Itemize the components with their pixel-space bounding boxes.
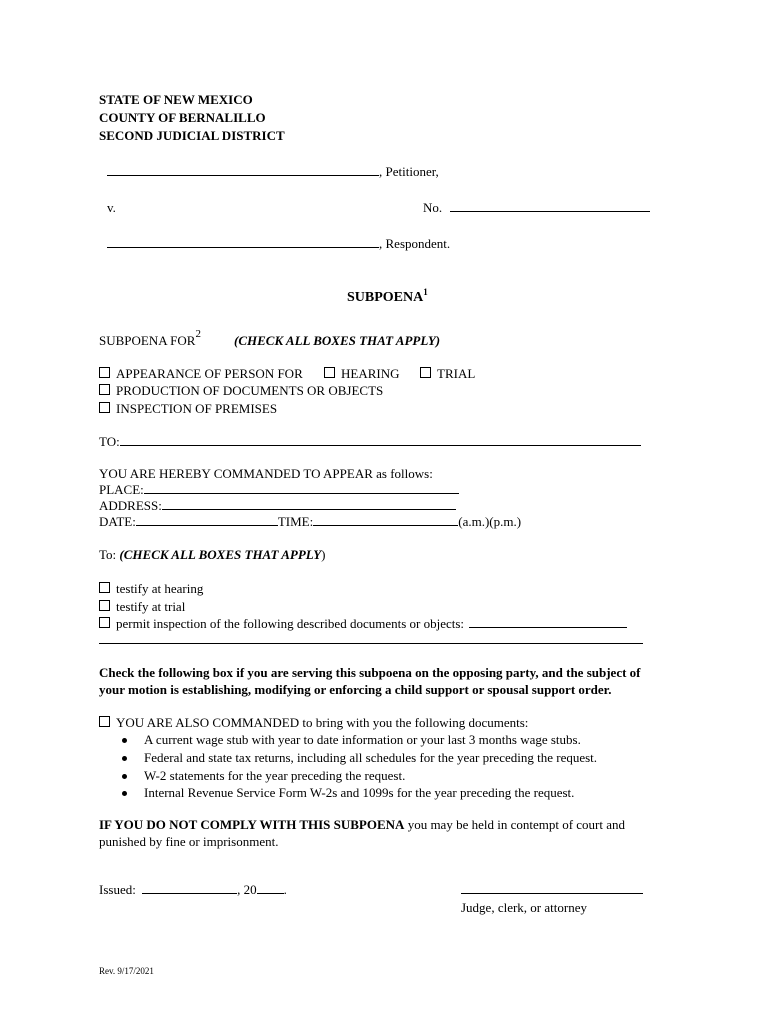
- date-field[interactable]: [136, 513, 278, 526]
- trial-option[interactable]: [420, 365, 475, 382]
- testify-hearing-checkbox[interactable]: [99, 582, 110, 593]
- also-commanded-checkbox[interactable]: [99, 716, 110, 727]
- date-time-row: [99, 513, 521, 530]
- respondent-label: , Respondent.: [379, 236, 451, 251]
- versus-label: v.: [107, 200, 116, 215]
- to-label: TO:: [99, 434, 120, 449]
- testify-trial-checkbox[interactable]: [99, 600, 110, 611]
- comply-warning-line-2: punished by fine or imprisonment.: [99, 834, 279, 849]
- time-field[interactable]: [313, 513, 458, 526]
- issued-year-field[interactable]: [257, 881, 284, 894]
- document-item: Federal and state tax returns, including all schedules for the year preceding the request.: [144, 750, 598, 765]
- to-row: [99, 433, 641, 450]
- subpoena-for-footnote: 2: [195, 328, 201, 340]
- court-district: SECOND JUDICIAL DISTRICT: [99, 128, 285, 143]
- inspection-label: INSPECTION OF PREMISES: [116, 401, 278, 416]
- bullet-icon: [122, 791, 127, 796]
- permit-inspection-option[interactable]: [99, 615, 627, 632]
- appearance-label: APPEARANCE OF PERSON FOR: [116, 366, 303, 381]
- to-check-instruction: (CHECK ALL BOXES THAT APPLY: [119, 547, 322, 562]
- title-text: SUBPOENA: [347, 290, 424, 305]
- address-label: ADDRESS:: [99, 498, 162, 513]
- bullet-icon: [122, 756, 127, 761]
- to-field[interactable]: [120, 433, 641, 446]
- title-footnote: 1: [423, 287, 428, 297]
- signature-label: Judge, clerk, or attorney: [461, 900, 587, 915]
- place-field[interactable]: [144, 481, 459, 494]
- issued-year-prefix: , 20: [237, 882, 257, 897]
- trial-checkbox[interactable]: [420, 367, 431, 378]
- respondent-row: [107, 235, 450, 252]
- hearing-option[interactable]: [324, 365, 400, 382]
- permit-inspection-checkbox[interactable]: [99, 617, 110, 628]
- to-check-prefix: To:: [99, 547, 120, 562]
- respondent-name-field[interactable]: [107, 235, 379, 248]
- notice-line-2: your motion is establishing, modifying or enforcing a child support or spousal support order.: [99, 682, 612, 697]
- document-item: A current wage stub with year to date information or your last 3 months wage stubs.: [144, 732, 581, 747]
- issued-row: [99, 881, 287, 898]
- case-number-row: [423, 199, 650, 216]
- case-number-label: No.: [423, 200, 443, 215]
- trial-label: TRIAL: [437, 366, 476, 381]
- signature-field[interactable]: [461, 893, 643, 894]
- hearing-checkbox[interactable]: [324, 367, 335, 378]
- appearance-option[interactable]: [99, 365, 303, 382]
- time-label: TIME:: [277, 514, 314, 529]
- ampm-label: (a.m.)(p.m.): [458, 514, 522, 529]
- comply-warning-bold: IF YOU DO NOT COMPLY WITH THIS SUBPOENA: [99, 817, 405, 832]
- to-check-row: [99, 546, 326, 563]
- bullet-icon: [122, 774, 127, 779]
- petitioner-row: [107, 163, 439, 180]
- appearance-checkbox[interactable]: [99, 367, 110, 378]
- document-item: W-2 statements for the year preceding the request.: [144, 768, 406, 783]
- commanded-text: YOU ARE HEREBY COMMANDED TO APPEAR as follows:: [99, 466, 433, 481]
- court-county: COUNTY OF BERNALILLO: [99, 110, 266, 125]
- case-number-field[interactable]: [450, 199, 650, 212]
- inspection-option[interactable]: [99, 400, 277, 417]
- also-commanded-label: YOU ARE ALSO COMMANDED to bring with you the following documents:: [116, 715, 529, 730]
- petitioner-label: , Petitioner,: [379, 164, 439, 179]
- address-row: [99, 497, 456, 514]
- issued-date-field[interactable]: [142, 881, 237, 894]
- subpoena-for-text: SUBPOENA FOR: [99, 333, 196, 348]
- place-label: PLACE:: [99, 482, 144, 497]
- permit-inspection-field[interactable]: [469, 615, 627, 628]
- document-title: [347, 289, 428, 306]
- court-state: STATE OF NEW MEXICO: [99, 92, 253, 107]
- production-option[interactable]: [99, 382, 383, 399]
- place-row: [99, 481, 459, 498]
- petitioner-name-field[interactable]: [107, 163, 379, 176]
- bullet-icon: [122, 738, 127, 743]
- address-field[interactable]: [162, 497, 456, 510]
- testify-hearing-label: testify at hearing: [116, 581, 204, 596]
- notice-line-1: Check the following box if you are serving this subpoena on the opposing party, and the subject of: [99, 665, 641, 680]
- comply-warning-rest: you may be held in contempt of court and: [404, 817, 626, 832]
- production-label: PRODUCTION OF DOCUMENTS OR OBJECTS: [116, 383, 384, 398]
- hearing-label: HEARING: [341, 366, 400, 381]
- permit-inspection-label: permit inspection of the following described documents or objects:: [116, 616, 465, 631]
- testify-trial-label: testify at trial: [116, 599, 186, 614]
- issued-end: .: [283, 882, 287, 897]
- document-item: Internal Revenue Service Form W-2s and 1099s for the year preceding the request.: [144, 785, 575, 800]
- check-all-instruction: (CHECK ALL BOXES THAT APPLY): [234, 333, 441, 348]
- testify-hearing-option[interactable]: [99, 580, 203, 597]
- date-label: DATE:: [99, 514, 136, 529]
- revision-date: Rev. 9/17/2021: [99, 966, 154, 976]
- permit-inspection-field-line2[interactable]: [99, 643, 643, 644]
- issued-label: Issued:: [99, 882, 136, 897]
- also-commanded-option[interactable]: [99, 714, 528, 731]
- to-check-suffix: ): [321, 547, 326, 562]
- comply-warning-line-1: [99, 816, 625, 833]
- testify-trial-option[interactable]: [99, 598, 185, 615]
- inspection-checkbox[interactable]: [99, 402, 110, 413]
- production-checkbox[interactable]: [99, 384, 110, 395]
- subpoena-for-label: [99, 328, 201, 349]
